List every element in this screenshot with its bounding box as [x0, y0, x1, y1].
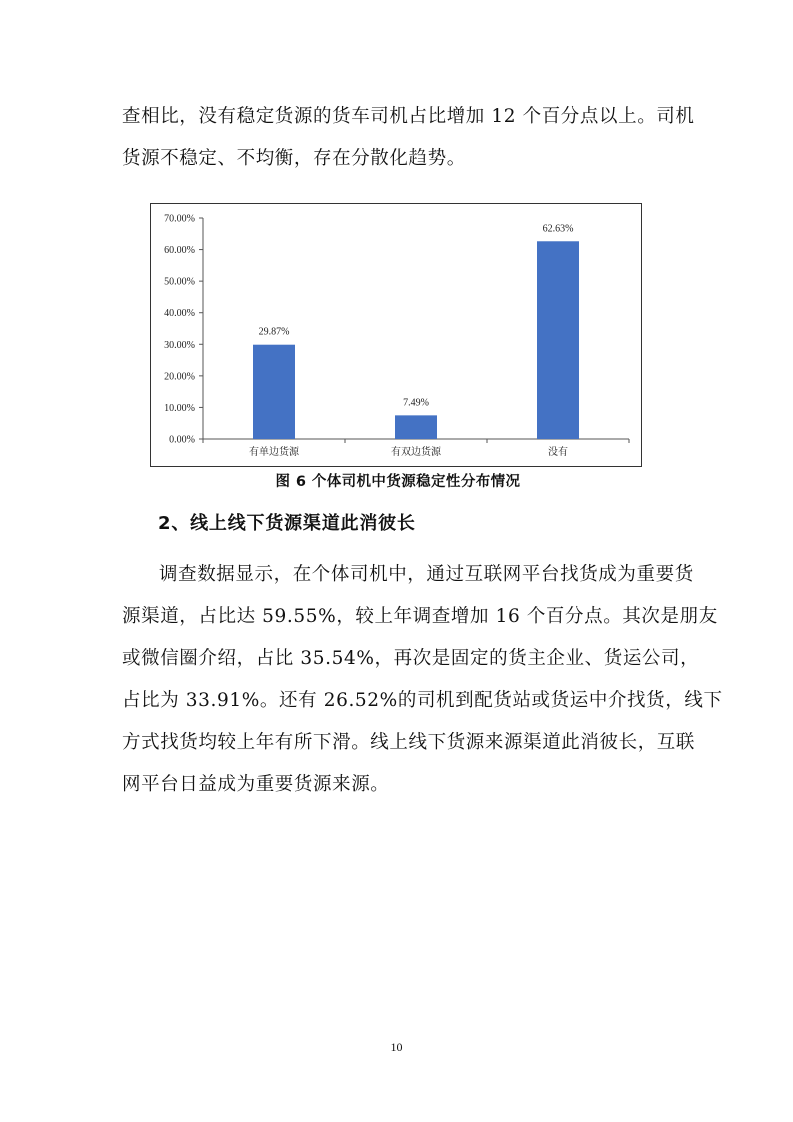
body-line: 网平台日益成为重要货源来源。 — [122, 774, 390, 795]
y-tick-label: 40.00% — [164, 308, 195, 320]
section-heading: 2、线上线下货源渠道此消彼长 — [158, 513, 416, 534]
bar — [253, 345, 295, 439]
intro-line: 货源不稳定、不均衡，存在分散化趋势。 — [122, 148, 466, 169]
body-line: 或微信圈介绍，占比 35.54%，再次是固定的货主企业、货运公司， — [122, 648, 700, 669]
figure-caption: 图 6 个体司机中货源稳定性分布情况 — [275, 474, 521, 490]
y-tick-label: 60.00% — [164, 245, 195, 257]
page-number: 10 — [390, 1040, 403, 1054]
body-line: 占比为 33.91%。还有 26.52%的司机到配货站或货运中介找货，线下 — [122, 690, 723, 711]
bar-chart — [150, 203, 642, 467]
body-line: 调查数据显示，在个体司机中，通过互联网平台找货成为重要货 — [159, 564, 694, 585]
category-label: 没有 — [548, 447, 568, 458]
bar-data-label: 7.49% — [403, 397, 429, 409]
intro-line: 查相比，没有稳定货源的货车司机占比增加 12 个百分点以上。司机 — [122, 106, 695, 127]
y-tick-label: 10.00% — [164, 402, 195, 414]
y-tick-label: 30.00% — [164, 339, 195, 351]
y-tick-label: 70.00% — [164, 213, 195, 225]
category-label: 有双边货源 — [391, 447, 441, 458]
y-tick-label: 20.00% — [164, 371, 195, 383]
bar — [537, 241, 579, 439]
body-paragraph — [122, 554, 723, 806]
intro-paragraph — [122, 96, 695, 180]
bar-data-label: 62.63% — [542, 223, 574, 235]
category-label: 有单边货源 — [249, 447, 299, 458]
body-line: 源渠道，占比达 59.55%，较上年调查增加 16 个百分点。其次是朋友 — [122, 606, 718, 627]
bar — [395, 415, 437, 439]
bar-chart-svg — [151, 204, 641, 466]
body-line: 方式找货均较上年有所下滑。线上线下货源来源渠道此消彼长，互联 — [122, 732, 696, 753]
y-tick-label: 50.00% — [164, 276, 195, 288]
bar-data-label: 29.87% — [258, 326, 290, 338]
y-tick-label: 0.00% — [169, 434, 195, 446]
